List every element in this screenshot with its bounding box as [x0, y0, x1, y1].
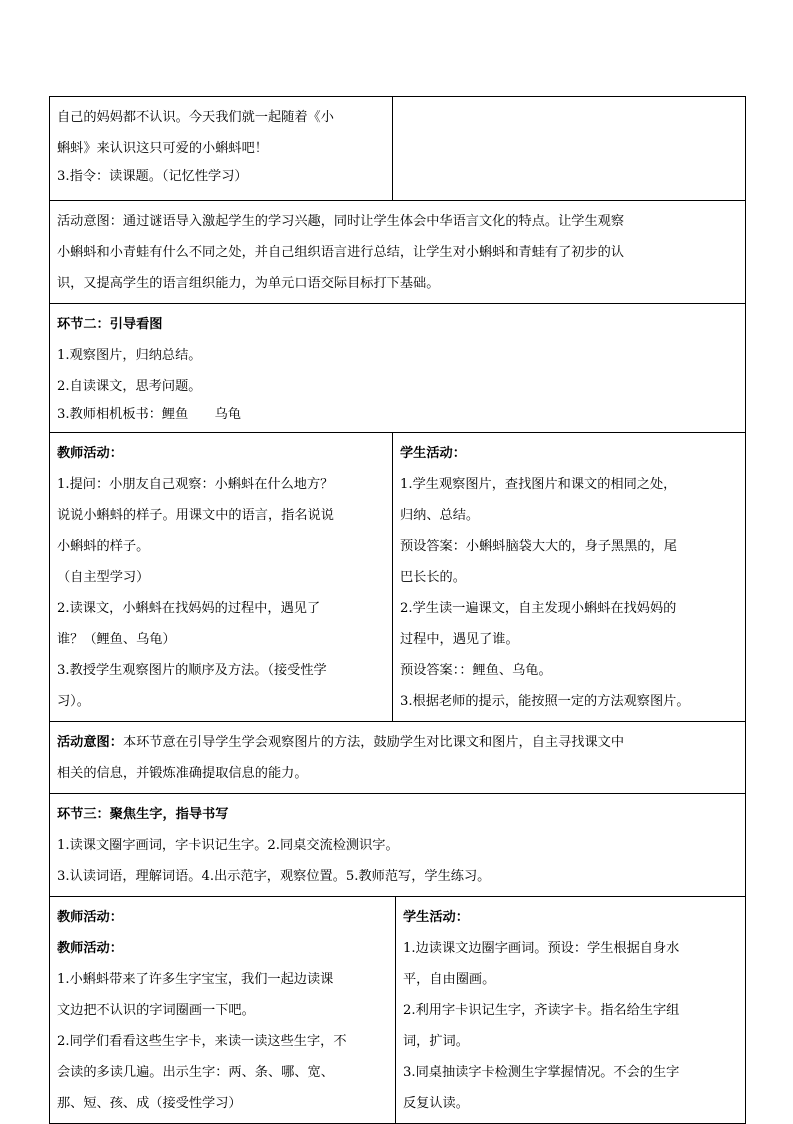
intro-line-2: 蝌蚪》来认识这只可爱的小蝌蚪吧！ [57, 141, 268, 156]
teacher-line: 那、短、孩、成（接受性学习） [57, 1096, 242, 1111]
section3-cell [50, 794, 746, 897]
section2-cell [50, 304, 746, 433]
student-line: 预设答案：小蝌蚪脑袋大大的，身子黑黑的，尾 [400, 539, 677, 554]
student-line: 平，自由圈画。 [403, 972, 496, 987]
teacher-line: 教师活动： [57, 941, 123, 956]
activity2-student-cell [393, 433, 746, 722]
intent2-line-1 [57, 727, 738, 758]
teacher-line: （自主型学习） [57, 570, 150, 585]
student-line: 3.根据老师的提示，能按照一定的方法观察图片。 [400, 694, 690, 709]
section2-item-2: 2.自读课文，思考问题。 [57, 379, 202, 394]
student-line: 过程中，遇见了谁。 [400, 632, 519, 647]
intent2-row [50, 722, 746, 794]
intent2-label: 活动意图： [57, 735, 123, 750]
intent2-cell [50, 722, 746, 794]
section2-item-3: 3.教师相机板书：鲤鱼 乌龟 [57, 407, 242, 422]
intro-right-cell [393, 97, 746, 201]
teacher-line: 说说小蝌蚪的样子。用课文中的语言，指名说说 [57, 508, 334, 523]
section3-title: 环节三：聚焦生字，指导书写 [57, 807, 229, 822]
teacher-line: 2.同学们看看这些生字卡，来读一读这些生字，不 [57, 1034, 347, 1049]
intro-row [50, 97, 746, 201]
activity2-row [50, 433, 746, 722]
intent1-line-2: 小蝌蚪和小青蛙有什么不同之处，并自己组织语言进行总结，让学生对小蝌蚪和青蛙有了初步的认 [57, 245, 625, 260]
student-line: 1.学生观察图片，查找图片和课文的相同之处， [400, 477, 677, 492]
intent1-line-3: 识，又提高学生的语言组织能力，为单元口语交际目标打下基础。 [57, 276, 440, 291]
teacher-line: 会读的多读几遍。出示生字：两、条、哪、宽、 [57, 1065, 334, 1080]
intent2-line-2: 相关的信息，并锻炼准确提取信息的能力。 [57, 766, 308, 781]
intent2-text-1: 本环节意在引导学生学会观察图片的方法，鼓励学生对比课文和图片，自主寻找课文中 [122, 735, 625, 750]
teacher-line: 谁？（鲤鱼、乌龟） [57, 632, 176, 647]
section3-item-1: 1.读课文圈字画词，字卡识记生字。2.同桌交流检测识字。 [57, 838, 399, 853]
teacher-line: 1.小蝌蚪带来了许多生字宝宝，我们一起边读课 [57, 972, 334, 987]
intent1-cell [50, 201, 746, 304]
teacher-activity-header: 教师活动： [57, 446, 123, 461]
section2-title: 环节二：引导看图 [57, 317, 163, 332]
intent1-line-1: 活动意图：通过谜语导入激起学生的学习兴趣，同时让学生体会中华语言文化的特点。让学生观察 [57, 214, 625, 229]
student-line: 巴长长的。 [400, 570, 466, 585]
activity3-teacher-cell [50, 897, 396, 1124]
section3-row [50, 794, 746, 897]
student-activity-header: 学生活动： [400, 446, 466, 461]
activity3-student-cell [396, 897, 746, 1124]
activity2-teacher-cell [50, 433, 393, 722]
student-line: 2.利用字卡识记生字，齐读字卡。指名给生字组 [403, 1003, 680, 1018]
section3-item-2: 3.认读词语，理解词语。4.出示范字，观察位置。5.教师范写，学生练习。 [57, 869, 491, 884]
section2-item-1: 1.观察图片，归纳总结。 [57, 348, 202, 363]
lesson-plan-page [49, 96, 745, 1124]
intro-line-1: 自己的妈妈都不认识。今天我们就一起随着《小 [57, 110, 334, 125]
teacher-line: 文边把不认识的字词圈画一下吧。 [57, 1003, 255, 1018]
lesson-plan-table [49, 96, 746, 1124]
intent1-row [50, 201, 746, 304]
student-line: 预设答案：：鲤鱼、乌龟。 [400, 663, 552, 678]
student-line: 反复认读。 [403, 1096, 469, 1111]
teacher-line: 习）。 [57, 694, 90, 709]
teacher-line: 3.教授学生观察图片的顺序及方法。（接受性学 [57, 663, 327, 678]
teacher-line: 1.提问：小朋友自己观察：小蝌蚪在什么地方？ [57, 477, 334, 492]
teacher-line: 2.读课文，小蝌蚪在找妈妈的过程中，遇见了 [57, 601, 321, 616]
student-line: 2.学生读一遍课文，自主发现小蝌蚪在找妈妈的 [400, 601, 677, 616]
intro-left-cell [50, 97, 393, 201]
intro-line-3: 3.指令：读课题。（记忆性学习） [57, 169, 248, 184]
student-line: 归纳、总结。 [400, 508, 480, 523]
activity3-row [50, 897, 746, 1124]
teacher-line: 小蝌蚪的样子。 [57, 539, 150, 554]
student-line: 3.同桌抽读字卡检测生字掌握情况。不会的生字 [403, 1065, 680, 1080]
student-line: 1.边读课文边圈字画词。预设：学生根据自身水 [403, 941, 680, 956]
section2-row [50, 304, 746, 433]
student-activity-header: 学生活动： [403, 910, 469, 925]
student-line: 词，扩词。 [403, 1034, 469, 1049]
teacher-activity-header: 教师活动： [57, 910, 123, 925]
